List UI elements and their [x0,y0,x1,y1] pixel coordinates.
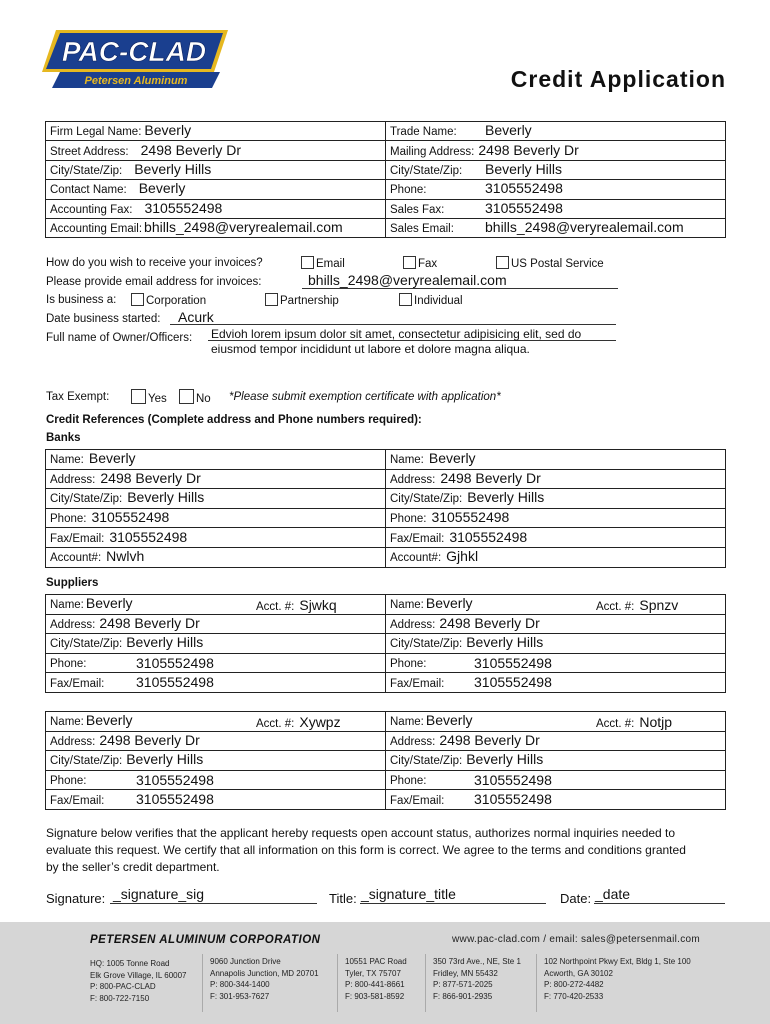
firm-right-value[interactable]: Beverly Hills [485,160,563,177]
partnership-checkbox[interactable] [265,293,278,306]
corporation-label: Corporation [146,295,207,307]
firm-row [46,180,726,199]
invoice-email-field[interactable] [302,272,618,289]
invoice-email-value: bhills_2498@veryrealemail.com [308,272,507,288]
supplier-2-cell [386,614,726,634]
bank-field-value[interactable]: Beverly [428,450,476,467]
bank-2-cell [386,528,726,548]
bank-field-value[interactable]: Beverly Hills [127,489,205,506]
supplier-name-label: Name: [50,599,84,612]
bank-field-label: Fax/Email: [50,532,105,545]
fax-checkbox[interactable] [403,256,416,269]
bank-field-label: Phone: [50,513,87,526]
supplier-field-value[interactable]: 3105552498 [474,654,552,671]
supplier-row [46,673,726,693]
bank-row [46,508,726,528]
email-checkbox[interactable] [301,256,314,269]
firm-right-label: Trade Name: [390,126,457,139]
bank-field-label: Address: [50,473,96,486]
bank-1-cell [46,508,386,528]
supplier-name-value[interactable]: Beverly [425,595,473,612]
supplier-row [46,614,726,634]
bank-field-label: City/State/Zip: [50,493,123,506]
email-option-label: Email [316,258,345,270]
firm-left-value[interactable]: 3105552498 [144,199,223,216]
bank-field-value[interactable]: 2498 Beverly Dr [100,469,201,486]
supplier-name-row [46,712,726,732]
supplier-3-cell [46,751,386,771]
firm-row [46,199,726,218]
footer-location-line: 9060 Junction Drive [210,957,281,966]
footer-divider [425,954,426,1012]
firm-left-label: Contact Name: [50,184,127,197]
bank-1-cell [46,528,386,548]
statement-line-2: evaluate this request. We certify that all information on this form is correct. We agree to the terms and conditions granted [46,843,686,857]
footer-location-line: Elk Grove Village, IL 60007 [90,970,187,980]
supplier-name-label: Name: [50,716,84,729]
supplier-field-value[interactable]: 3105552498 [136,771,214,788]
footer-location-line: Tyler, TX 75707 [345,968,401,978]
supplier-name-label: Name: [390,599,424,612]
supplier-row [46,731,726,751]
bank-1-cell [46,450,386,470]
supplier-acct-wrap [256,714,341,731]
firm-right-cell [386,141,726,160]
supplier-field-value[interactable]: 2498 Beverly Dr [99,731,200,748]
supplier-4-name-cell [386,712,726,732]
supplier-acct-wrap [256,597,337,614]
bank-field-value[interactable]: 3105552498 [449,528,528,545]
bank-field-value[interactable]: Beverly Hills [467,489,545,506]
supplier-field-label: Address: [50,618,96,631]
invoice-email-label: Please provide email address for invoices: [46,276,262,288]
supplier-field-label: Address: [390,735,436,748]
firm-left-label: Accounting Fax: [50,203,133,216]
signature-statement [46,825,686,876]
footer-location [90,958,187,1004]
supplier-3-cell [46,790,386,810]
footer-location-line: P: 800-441-8661 [345,980,405,989]
supplier-field-value[interactable]: 3105552498 [136,674,214,691]
bank-1-cell [46,489,386,509]
footer-location-line: F: 866-901-2935 [433,991,493,1001]
supplier-row [46,790,726,810]
firm-right-label: Sales Email: [390,223,454,236]
supplier-name-value[interactable]: Beverly [85,595,133,612]
date-field[interactable] [594,886,725,904]
firm-info-table [45,121,726,238]
firm-left-cell [46,218,386,237]
supplier-name-row [46,595,726,615]
supplier-row [46,653,726,673]
page-title: Credit Application [510,66,726,92]
footer-location-line: P: 800-344-1400 [210,980,270,989]
supplier-acct-value[interactable]: Xywpz [299,714,341,730]
bank-field-value[interactable]: 3105552498 [109,528,188,545]
bank-field-label: Address: [390,473,436,486]
bank-field-label: City/State/Zip: [390,493,463,506]
supplier-field-value[interactable]: 3105552498 [136,791,214,808]
footer-divider [202,954,203,1012]
supplier-field-label: Fax/Email: [50,794,105,807]
footer-divider [536,954,537,1012]
supplier-acct-value[interactable]: Notjp [639,714,673,730]
supplier-name-value[interactable]: Beverly [85,712,133,729]
firm-right-cell [386,218,726,237]
bank-row [46,489,726,509]
date-value: _date [595,886,631,902]
supplier-1-cell [46,634,386,654]
supplier-field-value[interactable]: Beverly Hills [126,634,204,651]
suppliers-table-1 [45,594,726,693]
individual-label: Individual [414,295,463,307]
footer-location [433,956,521,1002]
bank-1-cell [46,469,386,489]
footer-location-line: P: 800-PAC-CLAD [90,982,156,991]
bank-row [46,469,726,489]
tax-no-label: No [196,393,211,405]
footer-location-line: F: 903-581-8592 [345,991,405,1001]
tax-yes-label: Yes [148,393,167,405]
supplier-field-label: Fax/Email: [50,677,105,690]
supplier-field-label: Phone: [390,658,427,671]
signature-value: _signature_sig [113,886,205,902]
firm-row [46,218,726,237]
supplier-field-label: Phone: [390,775,427,788]
firm-left-label: Firm Legal Name: [50,126,142,139]
firm-right-label: Mailing Address: [390,145,475,158]
supplier-field-value[interactable]: Beverly Hills [466,751,544,768]
individual-checkbox[interactable] [399,293,412,306]
owner-value-line1: Edvioh lorem ipsum dolor sit amet, consectetur adipisicing elit, sed do [211,327,582,341]
bank-field-label: Fax/Email: [390,532,445,545]
tax-exempt-no[interactable] [179,389,211,405]
supplier-2-cell [386,634,726,654]
supplier-2-cell [386,653,726,673]
owner-field[interactable] [208,325,616,341]
date-started-value: Acurk [178,309,214,325]
footer-location-line: F: 800-722-7150 [90,993,150,1003]
supplier-field-label: Address: [390,618,436,631]
supplier-field-value[interactable]: 2498 Beverly Dr [439,614,540,631]
supplier-field-label: City/State/Zip: [50,755,123,768]
firm-right-label: City/State/Zip: [390,164,463,177]
firm-right-value[interactable]: 2498 Beverly Dr [478,141,579,158]
supplier-field-label: City/State/Zip: [50,638,123,651]
footer-location-line: P: 877-571-2025 [433,980,493,989]
business-option-partnership[interactable] [265,293,339,307]
invoice-option-postal[interactable] [496,256,604,270]
logo-main-text: PAC-CLAD [61,36,207,67]
title-label: Title: [329,891,357,906]
firm-right-value[interactable]: Beverly [485,122,532,138]
supplier-field-value[interactable]: 2498 Beverly Dr [439,731,540,748]
title-value: _signature_title [361,886,456,902]
bank-row [46,547,726,567]
supplier-4-cell [386,790,726,810]
supplier-1-cell [46,614,386,634]
firm-right-cell [386,160,726,179]
footer-location-line: 102 Northpoint Pkwy Ext, Bldg 1, Ste 100 [544,957,691,966]
statement-line-1: Signature below verifies that the applicant hereby requests open account status, authorizes normal inquiries needed to [46,826,676,840]
supplier-row [46,770,726,790]
pac-clad-logo [42,28,230,90]
business-option-corporation[interactable] [131,293,206,307]
supplier-field-label: Fax/Email: [390,677,445,690]
statement-line-3: by the seller’s credit department. [46,860,220,874]
footer-website-email[interactable]: www.pac-clad.com / email: sales@petersenmail.com [452,934,700,945]
supplier-2-name-cell [386,595,726,615]
banks-heading: Banks [46,432,81,444]
supplier-field-label: Phone: [50,775,87,788]
footer-location-line: Fridley, MN 55432 [433,968,498,978]
supplier-row [46,634,726,654]
tax-exempt-note: *Please submit exemption certificate with application* [229,391,501,403]
supplier-1-name-cell [46,595,386,615]
bank-field-value[interactable]: Beverly [88,450,136,467]
bank-field-label: Account#: [390,552,442,565]
supplier-field-value[interactable]: 3105552498 [474,674,552,691]
partnership-label: Partnership [280,295,339,307]
firm-right-value[interactable]: bhills_2498@veryrealemail.com [485,218,684,235]
postal-option-label: US Postal Service [511,258,604,270]
supplier-2-cell [386,673,726,693]
supplier-1-cell [46,653,386,673]
supplier-1-cell [46,673,386,693]
bank-field-label: Account#: [50,552,102,565]
bank-field-label: Name: [390,454,424,467]
tax-exempt-yes[interactable] [131,389,167,405]
invoice-option-email[interactable] [301,256,345,270]
postal-checkbox[interactable] [496,256,509,269]
business-option-individual[interactable] [399,293,463,307]
firm-left-label: City/State/Zip: [50,164,123,177]
supplier-field-label: City/State/Zip: [390,638,463,651]
bank-row [46,450,726,470]
supplier-field-value[interactable]: 3105552498 [136,654,214,671]
footer-location-line: Annapolis Junction, MD 20701 [210,968,319,978]
footer-location-line: F: 770-420-2533 [544,991,604,1001]
firm-right-value[interactable]: 3105552498 [485,199,563,216]
firm-right-value[interactable]: 3105552498 [485,180,563,197]
supplier-4-cell [386,751,726,771]
supplier-field-label: Phone: [50,658,87,671]
signature-label: Signature: [46,891,106,906]
firm-left-cell [46,160,386,179]
suppliers-heading: Suppliers [46,577,99,589]
owner-value-line2: eiusmod tempor incididunt ut labore et dolore magna aliqua. [211,342,530,356]
footer-corporation: PETERSEN ALUMINUM CORPORATION [90,934,321,946]
footer [0,922,770,1024]
supplier-acct-label: Acct. #: [256,718,295,730]
footer-location [544,956,691,1002]
date-started-label: Date business started: [46,313,161,325]
bank-row [46,528,726,548]
bank-field-value[interactable]: 3105552498 [91,509,170,526]
business-type-label: Is business a: [46,294,117,306]
supplier-field-value[interactable]: 2498 Beverly Dr [99,614,200,631]
supplier-4-cell [386,731,726,751]
firm-row [46,122,726,141]
firm-left-value[interactable]: bhills_2498@veryrealemail.com [144,219,343,236]
tax-no-checkbox[interactable] [179,389,194,404]
owner-label: Full name of Owner/Officers: [46,332,193,344]
footer-location [345,956,407,1002]
supplier-field-value[interactable]: Beverly Hills [466,634,544,651]
supplier-acct-label: Acct. #: [596,601,635,613]
tax-yes-checkbox[interactable] [131,389,146,404]
supplier-acct-label: Acct. #: [596,718,635,730]
bank-field-value[interactable]: Nwlvh [106,548,145,565]
footer-divider [337,954,338,1012]
credit-references-heading: Credit References (Complete address and Phone numbers required): [46,414,422,426]
firm-right-cell [386,180,726,199]
supplier-acct-value[interactable]: Spnzv [639,597,679,613]
firm-left-value[interactable]: Beverly [138,180,186,197]
bank-2-cell [386,508,726,528]
firm-left-cell [46,122,386,141]
logo-sub-text: Petersen Aluminum [84,75,188,87]
firm-left-cell [46,141,386,160]
footer-location-line: HQ: 1005 Tonne Road [90,959,170,968]
firm-right-label: Phone: [390,184,427,197]
firm-left-cell [46,199,386,218]
bank-1-cell [46,547,386,567]
supplier-acct-wrap [596,714,672,731]
footer-location-line: Acworth, GA 30102 [544,968,613,978]
supplier-3-cell [46,770,386,790]
footer-location [210,956,319,1002]
date-label: Date: [560,891,592,906]
bank-2-cell [386,489,726,509]
supplier-field-value[interactable]: 3105552498 [474,771,552,788]
tax-exempt-label: Tax Exempt: [46,391,110,403]
bank-field-label: Name: [50,454,84,467]
firm-row [46,160,726,179]
firm-left-value[interactable]: Beverly Hills [134,160,212,177]
invoice-question: How do you wish to receive your invoices? [46,257,263,269]
banks-table [45,449,726,568]
firm-right-label: Sales Fax: [390,203,445,216]
bank-2-cell [386,450,726,470]
supplier-acct-value[interactable]: Sjwkq [299,597,337,613]
supplier-acct-wrap [596,597,678,614]
firm-left-cell [46,180,386,199]
bank-field-value[interactable]: 3105552498 [431,509,510,526]
bank-2-cell [386,547,726,567]
firm-right-cell [386,199,726,218]
signature-field[interactable] [110,886,317,904]
firm-left-value[interactable]: Beverly [144,122,192,139]
supplier-row [46,751,726,771]
footer-location-line: P: 800-272-4482 [544,980,604,989]
supplier-3-name-cell [46,712,386,732]
corporation-checkbox[interactable] [131,293,144,306]
bank-2-cell [386,469,726,489]
firm-right-cell [386,122,726,141]
bank-field-value[interactable]: 2498 Beverly Dr [440,469,541,486]
firm-left-label: Accounting Email: [50,223,143,236]
supplier-4-cell [386,770,726,790]
footer-location-line: 350 73rd Ave., NE, Ste 1 [433,957,521,966]
firm-left-label: Street Address: [50,145,129,158]
firm-left-value[interactable]: 2498 Beverly Dr [140,141,242,158]
supplier-field-value[interactable]: 3105552498 [474,791,552,808]
supplier-name-value[interactable]: Beverly [425,712,473,729]
footer-location-line: F: 301-953-7627 [210,991,270,1001]
footer-location-line: 10551 PAC Road [345,957,407,966]
supplier-field-label: City/State/Zip: [390,755,463,768]
date-started-field[interactable] [170,309,616,325]
invoice-option-fax[interactable] [403,256,437,270]
supplier-field-label: Fax/Email: [390,794,445,807]
firm-row [46,141,726,160]
supplier-name-label: Name: [390,716,424,729]
supplier-acct-label: Acct. #: [256,601,295,613]
supplier-3-cell [46,731,386,751]
supplier-field-label: Address: [50,735,96,748]
fax-option-label: Fax [418,258,438,270]
title-field[interactable] [360,886,546,904]
suppliers-table-2 [45,711,726,810]
bank-field-value[interactable]: Gjhkl [446,548,479,565]
supplier-field-value[interactable]: Beverly Hills [126,751,204,768]
bank-field-label: Phone: [390,513,427,526]
